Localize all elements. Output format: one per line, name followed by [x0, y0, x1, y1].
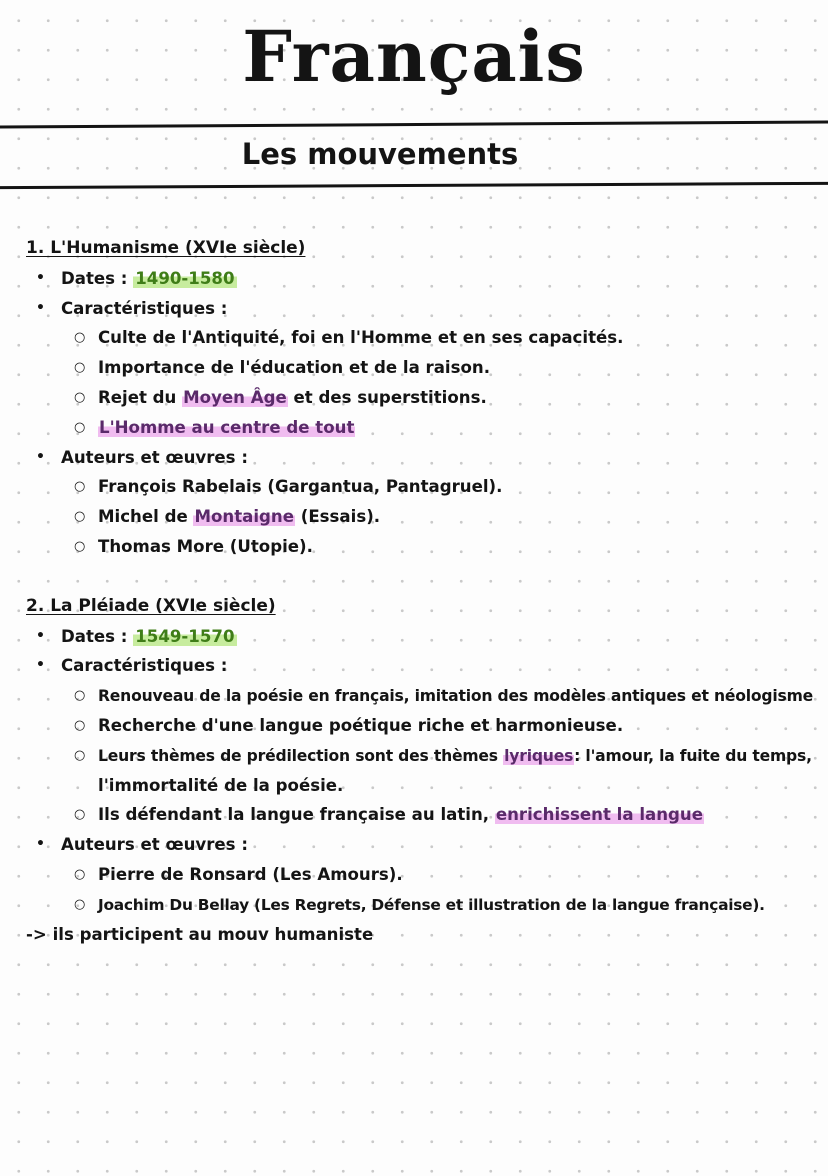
bullet-circle: ○: [74, 688, 86, 704]
bullet-disc: •: [36, 627, 45, 644]
bullet-circle: ○: [74, 866, 86, 882]
bullet-circle: ○: [74, 538, 86, 554]
bullet-disc: •: [36, 448, 45, 465]
note-text: Culte de l'Antiquité, foi en l'Homme et en ses capacités.: [98, 328, 624, 348]
list-item: [26, 622, 816, 652]
bullet-circle: ○: [74, 389, 86, 405]
auteurs-label: Auteurs et œuvres :: [61, 447, 248, 467]
bullet-circle: ○: [74, 330, 86, 346]
dates-value: 1490-1580: [135, 268, 235, 288]
list-item: [26, 294, 816, 324]
note-text: Leurs thèmes de prédilection sont des thèmes: [98, 746, 504, 765]
bullet-disc: •: [36, 657, 45, 674]
bullet-circle: ○: [74, 479, 86, 495]
note-text: Thomas More (Utopie).: [98, 536, 313, 556]
highlight-text: Montaigne: [194, 507, 294, 527]
note-text: François Rabelais (Gargantua, Pantagruel).: [98, 477, 503, 497]
note-text: Recherche d'une langue poétique riche et harmonieuse.: [98, 715, 624, 735]
bullet-circle: ○: [74, 807, 86, 823]
note-text: Importance de l'éducation et de la raison.: [98, 358, 491, 378]
conclusion-note: -> ils participent au mouv humaniste: [26, 924, 374, 944]
note-text: Joachim Du Bellay (Les Regrets, Défense et illustration de la langue française).: [98, 895, 765, 914]
list-item: [26, 860, 816, 890]
bullet-circle: ○: [74, 896, 86, 912]
list-item: [26, 890, 816, 920]
bullet-disc: •: [36, 299, 45, 316]
title-divider-bottom: [0, 182, 828, 189]
list-item: [26, 651, 816, 681]
list-item: [26, 413, 816, 443]
list-item: [26, 323, 816, 353]
bullet-circle: ○: [74, 360, 86, 376]
note-text: Ils défendant la langue française au latin,: [98, 805, 495, 825]
section-heading-humanisme: 1. L'Humanisme (XVIe siècle): [26, 238, 306, 258]
note-text: Pierre de Ronsard (Les Amours).: [98, 864, 403, 884]
bullet-disc: •: [36, 269, 45, 286]
page-subtitle: Les mouvements: [241, 137, 519, 171]
dates-label: Dates :: [61, 268, 128, 288]
list-item-continuation: [26, 771, 816, 801]
list-item: [26, 443, 816, 473]
highlight-text: enrichissent la langue: [495, 805, 703, 825]
note-text: Renouveau de la poésie en français, imitation des modèles antiques et néologisme: [98, 687, 814, 706]
note-text: Rejet du: [98, 387, 183, 407]
bullet-circle: ○: [74, 717, 86, 733]
list-item: [26, 532, 816, 562]
list-item: [26, 502, 816, 532]
highlight-text: lyriques: [504, 746, 574, 765]
list-item: [26, 681, 816, 711]
list-item: [26, 353, 816, 383]
note-text: et des superstitions.: [287, 387, 487, 407]
highlight-text: L'Homme au centre de tout: [99, 417, 355, 437]
caracteristiques-label: Caractéristiques :: [61, 656, 228, 676]
highlight-text: Moyen Âge: [183, 387, 287, 407]
list-item: [26, 472, 816, 502]
note-text: : l'amour, la fuite du temps,: [574, 746, 812, 765]
list-item: [26, 741, 816, 771]
bullet-circle: ○: [74, 419, 86, 435]
note-text: l'immortalité de la poésie.: [98, 775, 344, 795]
list-item: [26, 800, 816, 830]
bullet-circle: ○: [74, 747, 86, 763]
bullet-disc: •: [36, 836, 45, 853]
page-title: Français: [242, 15, 586, 98]
notes-body: [26, 234, 816, 949]
list-item: [26, 383, 816, 413]
list-item: [26, 830, 816, 860]
section-heading-pleiade: 2. La Pléiade (XVIe siècle): [26, 595, 276, 616]
dates-value: 1549-1570: [135, 626, 235, 646]
bullet-circle: ○: [74, 509, 86, 525]
caracteristiques-label: Caractéristiques :: [61, 298, 228, 318]
section-spacer: [26, 562, 816, 592]
note-text: (Essais).: [294, 507, 381, 527]
title-divider-top: [0, 120, 828, 128]
list-item: [26, 711, 816, 741]
auteurs-label: Auteurs et œuvres :: [61, 835, 248, 855]
note-text: Michel de: [98, 507, 194, 527]
list-item: [26, 264, 816, 294]
dates-label: Dates :: [61, 626, 128, 646]
